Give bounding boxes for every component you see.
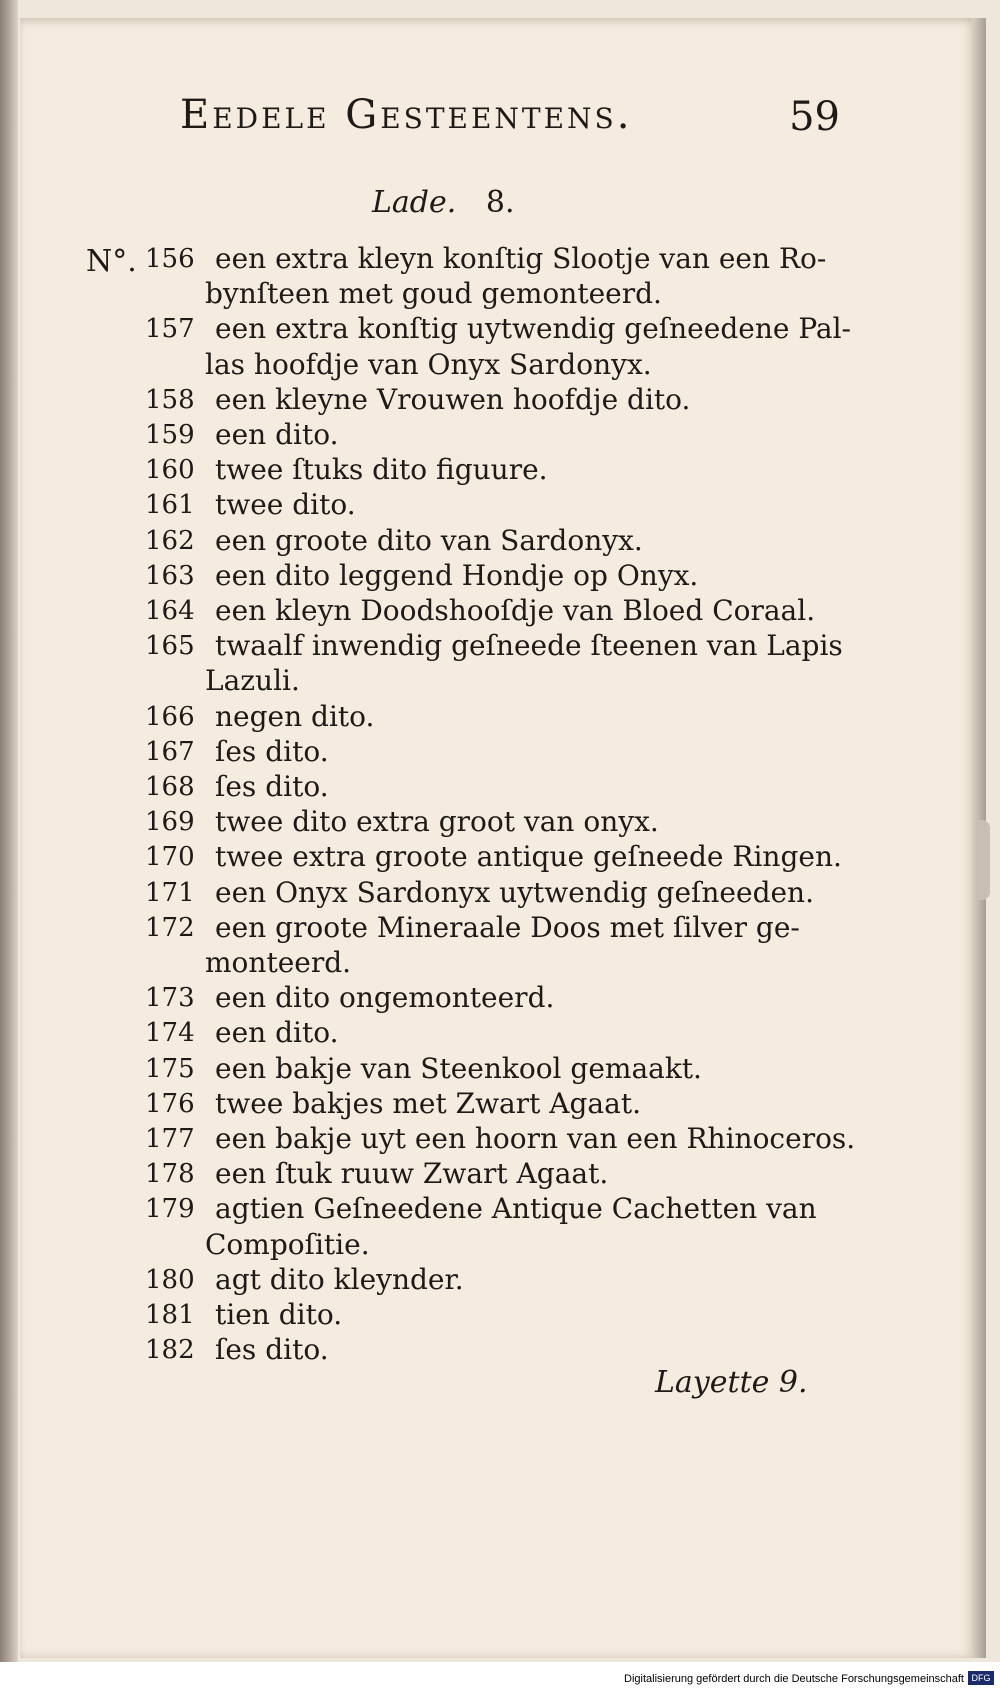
entry-text: een kleyne Vrouwen hoofdje dito. [215, 382, 691, 416]
entry-number: 181 [145, 1300, 195, 1330]
entry-text: bynſteen met goud gemonteerd. [205, 277, 662, 311]
entry-number: 167 [145, 736, 195, 767]
entry-number: 161 [145, 490, 195, 521]
entry-text: twee bakjes met Zwart Agaat. [215, 1086, 641, 1120]
entry-number: 182 [145, 1335, 195, 1366]
footer-credit: Digitalisierung gefördert durch die Deutsche Forschungsgemeinschaft [624, 1673, 964, 1685]
entry-text: twee dito extra groot van onyx. [215, 805, 659, 839]
entry-text: twaalf inwendig geſneede ſteenen van Lapis [215, 629, 843, 663]
entry-text: negen dito. [215, 699, 375, 733]
entry-number: 160 [145, 455, 195, 486]
entry-number: 169 [145, 807, 195, 838]
running-title: Eedele Gesteentens. [180, 92, 633, 138]
entry-number: 157 [145, 314, 195, 345]
section-number: 8. [485, 185, 515, 220]
entry-text: een dito. [215, 418, 339, 451]
entry-number: 168 [145, 772, 195, 802]
entry-text: een kleyn Doodshooſdje van Bloed Coraal. [215, 594, 816, 627]
entry-text: twee dito. [215, 488, 356, 522]
entry-text: een groote Mineraale Doos met ſilver ge- [215, 910, 800, 944]
entry-text: agtien Geſneedene Antique Cachetten van [215, 1192, 817, 1226]
entry-number: 174 [145, 1018, 195, 1049]
entry-text: monteerd. [205, 946, 352, 979]
entry-number: 165 [145, 631, 195, 662]
entry-number: 156 [145, 244, 195, 274]
entry-text: een dito. [215, 1016, 339, 1050]
entry-number: 163 [145, 560, 195, 591]
entry-number: 177 [145, 1124, 195, 1154]
entry-text: twee ſtuks dito figuure. [215, 453, 548, 487]
entry-number: 162 [145, 525, 195, 556]
entry-number: 172 [145, 912, 195, 943]
entry-number: 164 [145, 596, 195, 626]
entry-text: een dito leggend Hondje op Onyx. [215, 558, 699, 592]
entry-number: 166 [145, 701, 195, 732]
number-prefix: N°. [86, 244, 137, 279]
entry-text: een bakje van Steenkool gemaakt. [215, 1051, 702, 1085]
entry-text: Lazuli. [205, 664, 300, 698]
entry-text: las hoofdje van Onyx Sardonyx. [205, 347, 652, 381]
entry-text: een extra kleyn konſtig Slootje van een Ro- [215, 242, 827, 275]
entry-number: 170 [145, 842, 195, 873]
dfg-logo: DFG [968, 1671, 994, 1685]
entry-number: 173 [145, 983, 195, 1014]
catchword: Layette 9. [655, 1365, 808, 1400]
entry-text: twee extra groote antique geſneede Ringen. [215, 840, 842, 874]
entry-number: 171 [145, 877, 195, 908]
entry-text: Compoſitie. [205, 1227, 370, 1261]
entry-text: tien dito. [215, 1298, 343, 1331]
entry-text: ſes dito. [215, 770, 329, 803]
entry-number: 178 [145, 1159, 195, 1190]
entry-number: 179 [145, 1194, 195, 1225]
entry-text: een ſtuk ruuw Zwart Agaat. [215, 1157, 609, 1191]
entry-text: agt dito kleynder. [215, 1262, 464, 1296]
section-label: Lade. [372, 185, 457, 220]
entry-number: 180 [145, 1264, 195, 1295]
entry-number: 176 [145, 1088, 195, 1119]
entry-number: 159 [145, 420, 195, 450]
entry-number: 175 [145, 1053, 195, 1084]
entry-text: ſes dito. [215, 734, 329, 768]
entry-text: een groote dito van Sardonyx. [215, 523, 643, 557]
entry-text: een bakje uyt een hoorn van een Rhinoceros. [215, 1122, 856, 1155]
entry-text: een extra konſtig uytwendig geſneedene Pal- [215, 312, 852, 346]
entry-text: een dito ongemonteerd. [215, 981, 555, 1015]
entry-number: 158 [145, 384, 195, 415]
page-number: 59 [789, 94, 840, 140]
entry-text: ſes dito. [215, 1333, 329, 1367]
entry-text: een Onyx Sardonyx uytwendig geſneeden. [215, 875, 814, 909]
